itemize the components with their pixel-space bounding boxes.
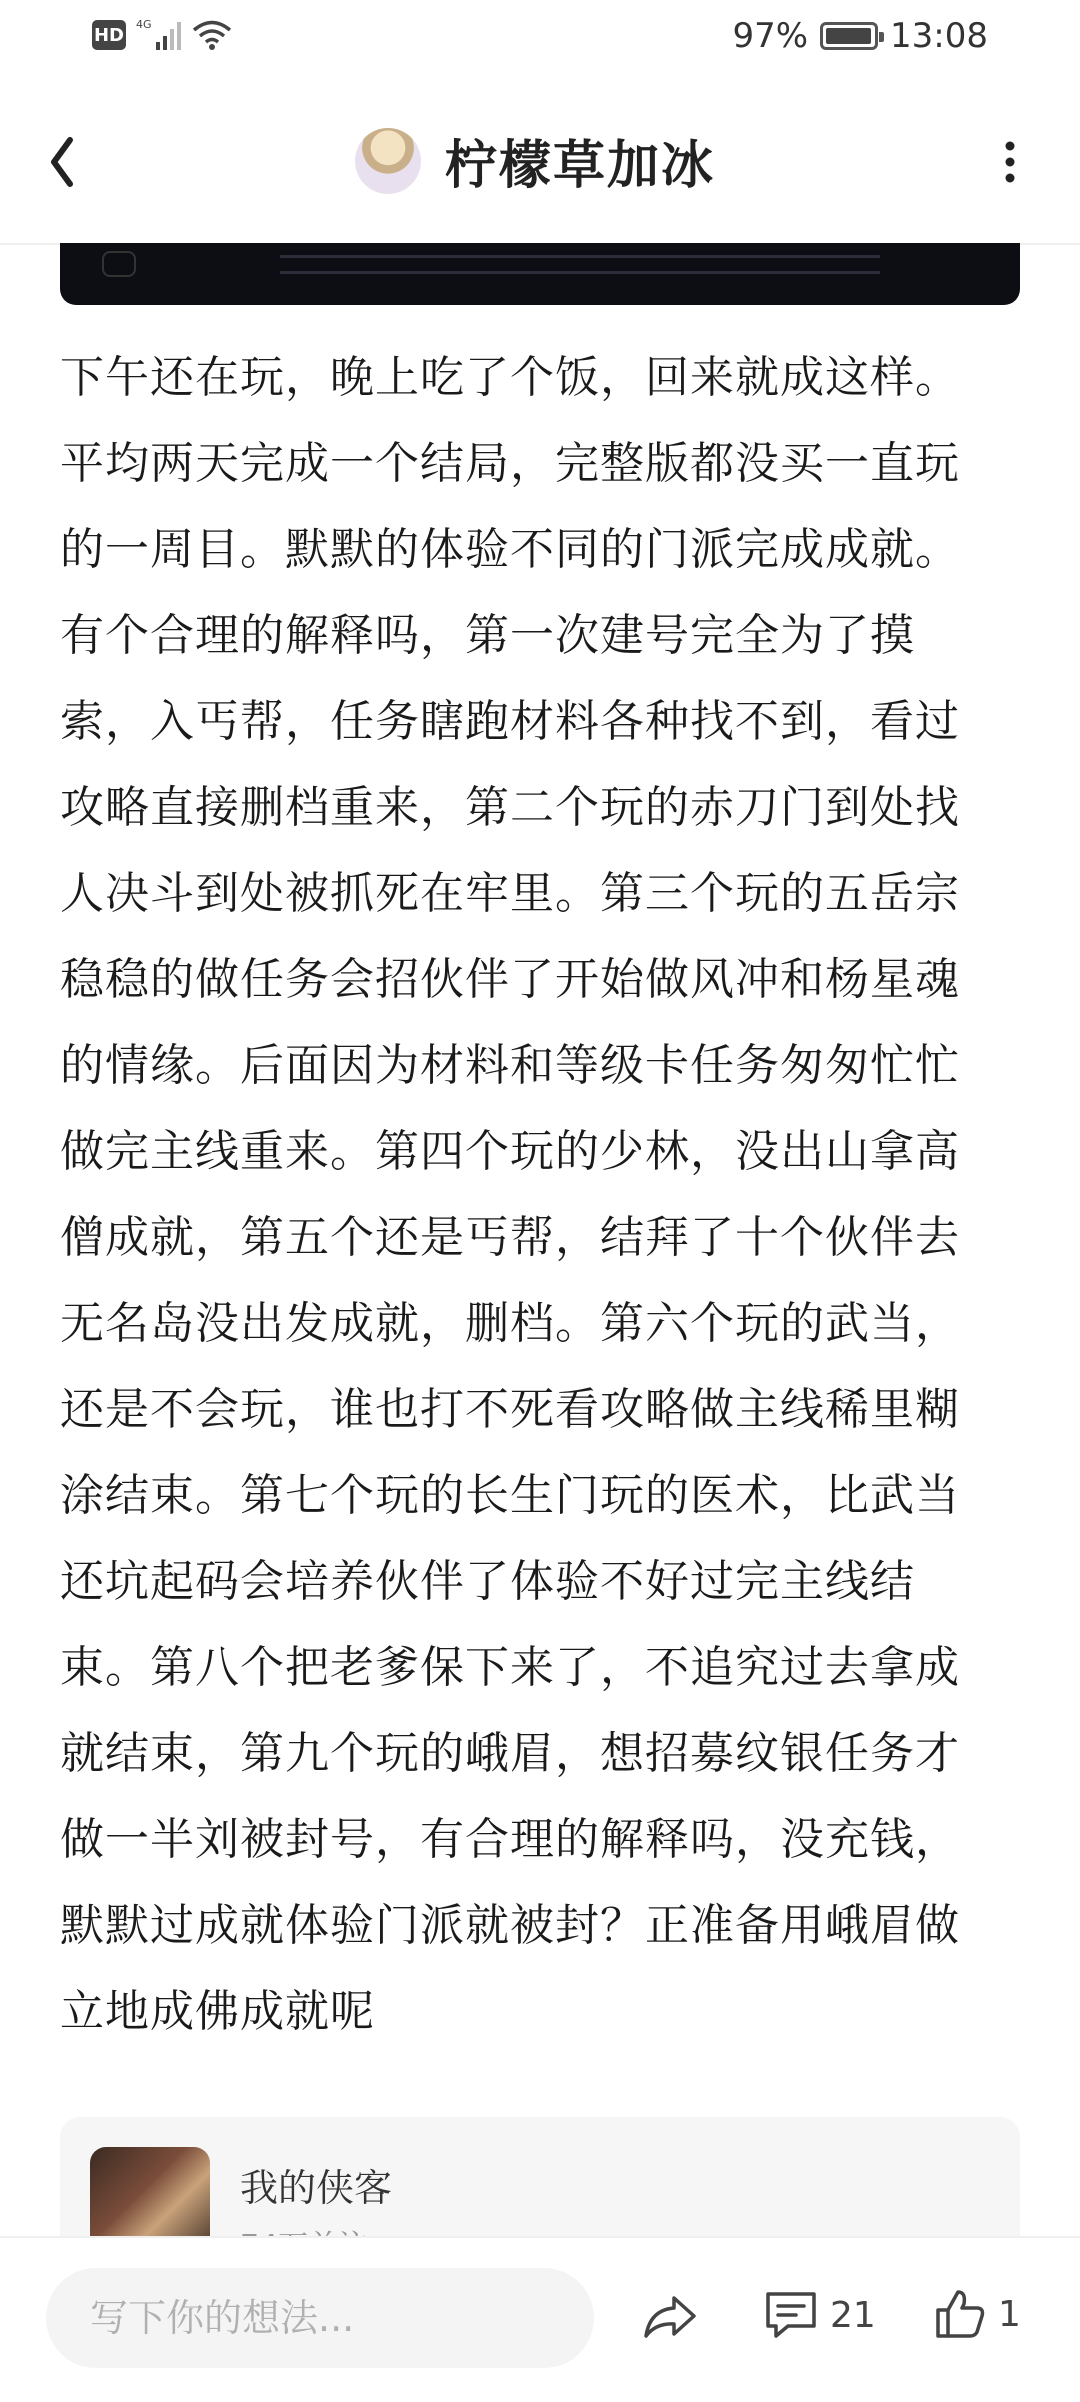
post-text-line: 的情缘。后面因为材料和等级卡任务匆匆忙忙 <box>60 1040 960 1091</box>
network-label: 4G <box>136 18 152 31</box>
post-text-line: 还是不会玩，谁也打不死看攻略做主线稀里糊 <box>60 1384 960 1435</box>
hd-badge: HD <box>92 20 126 50</box>
post-text-line: 默默过成就体验门派就被封？正准备用峨眉做 <box>60 1900 960 1951</box>
post-text-line: 有个合理的解释吗，第一次建号完全为了摸 <box>60 610 915 661</box>
more-vertical-icon[interactable] <box>980 132 1040 192</box>
post-text-line: 下午还在玩，晚上吃了个饭，回来就成这样。 <box>60 352 960 403</box>
post-text-line: 立地成佛成就呢 <box>60 1986 375 2037</box>
share-icon <box>640 2286 700 2346</box>
post-text-line: 就结束，第九个玩的峨眉，想招募纹银任务才 <box>60 1728 960 1779</box>
post-text-line: 的一周目。默默的体验不同的门派完成成就。 <box>60 524 960 575</box>
comment-count: 21 <box>830 2294 876 2336</box>
page-title: 柠檬草加冰 <box>445 136 716 196</box>
post-image[interactable] <box>60 243 1020 305</box>
cellular-signal-icon <box>136 18 182 52</box>
author-avatar[interactable] <box>355 128 421 194</box>
post-text-line: 索，入丐帮，任务瞎跑材料各种找不到，看过 <box>60 696 960 747</box>
clock: 13:08 <box>890 16 988 56</box>
post-text-line: 做一半刘被封号，有合理的解释吗，没充钱， <box>60 1814 960 1865</box>
status-right <box>732 16 988 56</box>
comment-icon <box>762 2286 820 2344</box>
post-text-line: 人决斗到处被抓死在牢里。第三个玩的五岳宗 <box>60 868 960 919</box>
battery-percent: 97% <box>732 16 809 56</box>
back-chevron-icon[interactable] <box>38 122 118 202</box>
thumbs-up-icon <box>932 2286 988 2342</box>
post-text-line: 攻略直接删档重来，第二个玩的赤刀门到处找 <box>60 782 960 833</box>
post-text-line: 束。第八个把老爹保下来了，不追究过去拿成 <box>60 1642 960 1693</box>
image-text-line <box>280 271 880 274</box>
post-text-line: 无名岛没出发成就，删档。第六个玩的武当， <box>60 1298 960 1349</box>
post-content <box>60 335 1030 2055</box>
battery-fill <box>826 28 871 44</box>
top-nav-bar <box>0 80 1080 245</box>
image-logo-icon <box>102 251 136 277</box>
like-button[interactable] <box>932 2286 1021 2342</box>
post-text-line: 还坑起码会培养伙伴了体验不好过完主线结 <box>60 1556 915 1607</box>
battery-icon <box>820 22 878 50</box>
post-text-line: 稳稳的做任务会招伙伴了开始做风冲和杨星魂 <box>60 954 960 1005</box>
like-count: 1 <box>998 2293 1021 2335</box>
comment-input[interactable] <box>46 2268 594 2368</box>
game-name: 我的侠客 <box>240 2166 393 2210</box>
bottom-action-bar <box>0 2236 1080 2402</box>
author-info[interactable] <box>355 123 715 198</box>
image-text-line <box>280 255 880 258</box>
status-bar <box>0 0 1080 80</box>
post-text-line: 平均两天完成一个结局，完整版都没买一直玩 <box>60 438 960 489</box>
comment-button[interactable] <box>762 2286 876 2344</box>
status-left <box>92 18 232 52</box>
wifi-icon <box>192 19 232 51</box>
post-text-line: 做完主线重来。第四个玩的少林，没出山拿高 <box>60 1126 960 1177</box>
post-text-line: 僧成就，第五个还是丐帮，结拜了十个伙伴去 <box>60 1212 960 1263</box>
post-text-line: 涂结束。第七个玩的长生门玩的医术，比武当 <box>60 1470 960 1521</box>
share-button[interactable] <box>640 2286 700 2346</box>
